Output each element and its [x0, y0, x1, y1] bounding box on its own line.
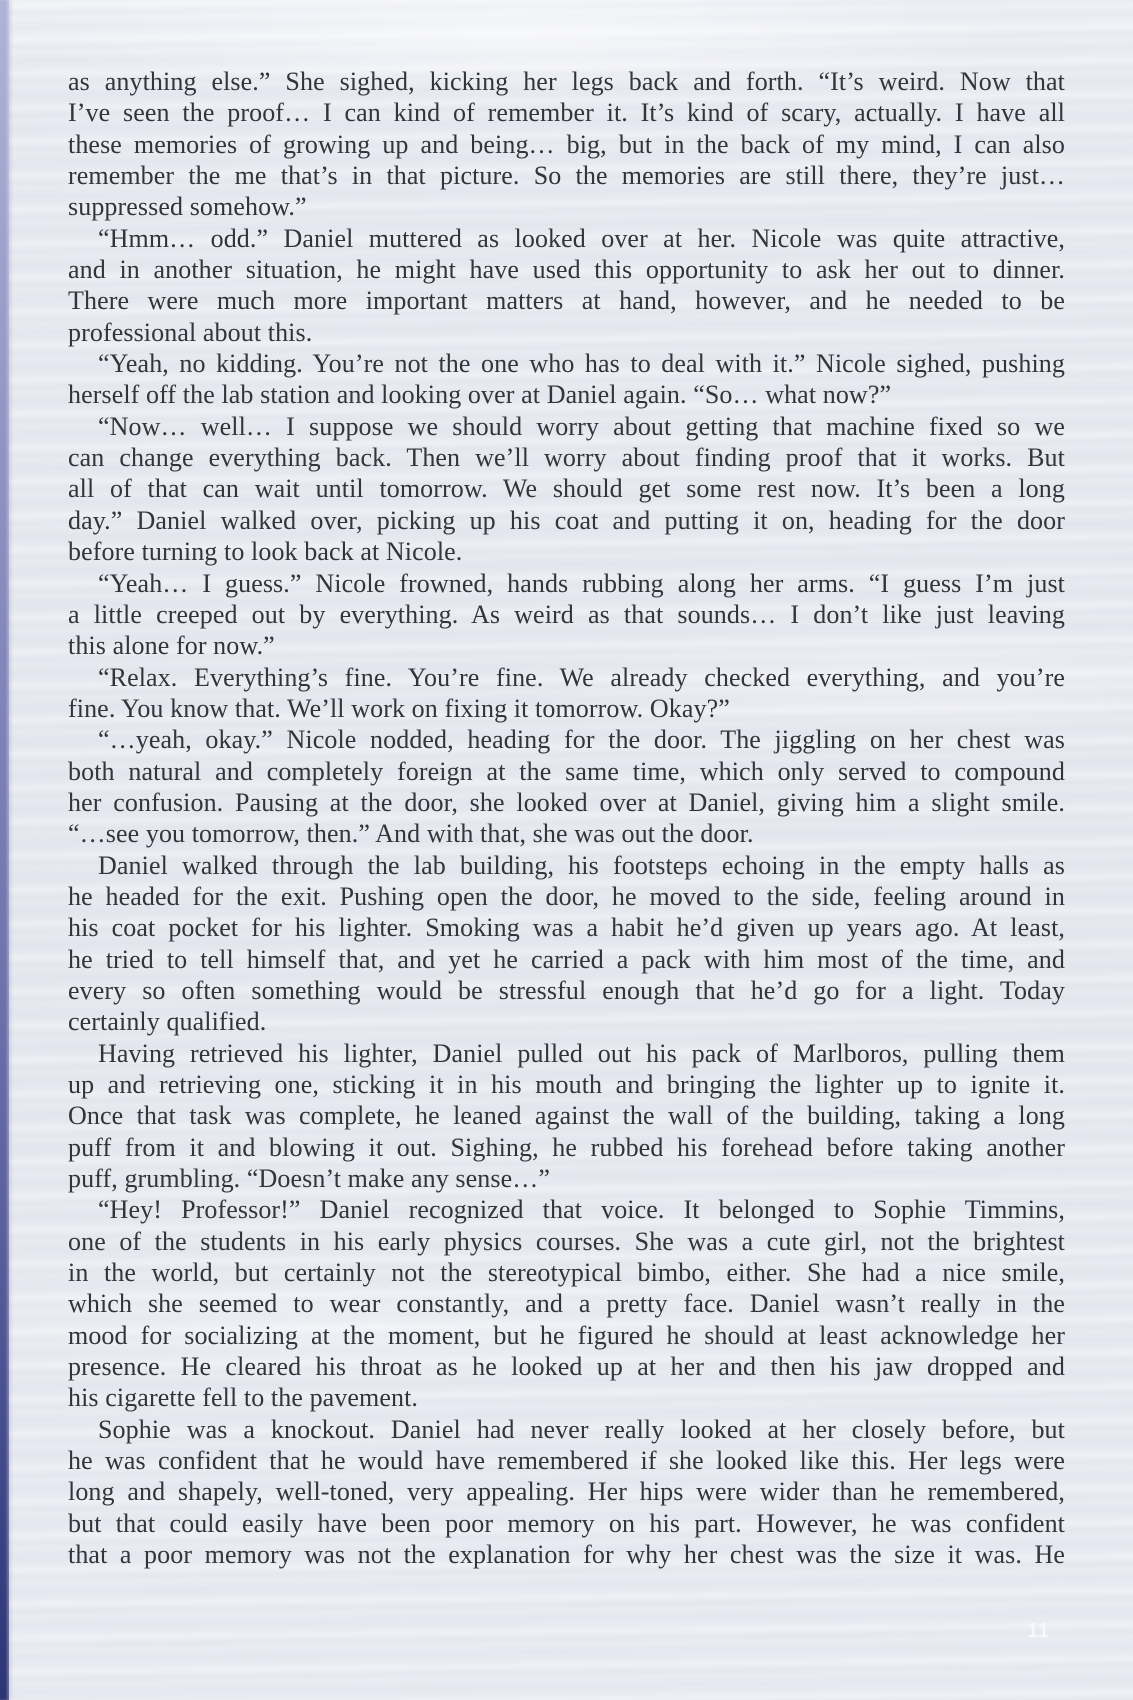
text-line: “Hey! Professor!” Daniel recognized that voice. It belonged to Sophie Timmins,	[98, 1195, 1065, 1225]
text-line: “Now… well… I suppose we should worry about getting that machine fixed so we	[98, 411, 1065, 441]
text-line: remember the me that’s in that picture. So the memories are still there, they’re just…	[68, 161, 1065, 191]
text-line: “…see you tomorrow, then.” And with that, she was out the door.	[68, 819, 754, 849]
text-line: professional about this.	[68, 317, 313, 347]
text-line: mood for socializing at the moment, but he figured he should at least acknowledge her	[68, 1320, 1065, 1350]
text-line: puff, grumbling. “Doesn’t make any sense…”	[68, 1164, 550, 1194]
text-line: Once that task was complete, he leaned against the wall of the building, taking a long	[68, 1101, 1065, 1131]
text-line: I’ve seen the proof… I can kind of remember it. It’s kind of scary, actually. I have all	[68, 98, 1065, 128]
text-line: herself off the lab station and looking over at Daniel again. “So… what now?”	[68, 380, 892, 410]
page-text	[68, 66, 1065, 1571]
text-line: a little creeped out by everything. As weird as that sounds… I don’t like just leaving	[68, 599, 1065, 629]
text-line: these memories of growing up and being… big, but in the back of my mind, I can also	[68, 129, 1065, 159]
text-line: up and retrieving one, sticking it in his mouth and bringing the lighter up to ignite it.	[68, 1070, 1065, 1099]
text-line: he was confident that he would have remembered if she looked like this. Her legs were	[68, 1446, 1065, 1476]
text-line: Daniel walked through the lab building, his footsteps echoing in the empty halls as	[98, 850, 1065, 880]
text-line: Sophie was a knockout. Daniel had never really looked at her closely before, but	[98, 1414, 1065, 1444]
binding-edge	[0, 0, 9, 1700]
text-line: before turning to look back at Nicole.	[68, 537, 463, 567]
text-line: “Hmm… odd.” Daniel muttered as looked over at her. Nicole was quite attractive,	[98, 223, 1065, 253]
text-line: certainly qualified.	[68, 1007, 267, 1037]
text-line: day.” Daniel walked over, picking up his coat and putting it on, heading for the door	[68, 505, 1065, 535]
text-line: Having retrieved his lighter, Daniel pulled out his pack of Marlboros, pulling them	[98, 1038, 1065, 1068]
text-line: suppressed somehow.”	[68, 192, 307, 222]
text-line: this alone for now.”	[68, 631, 275, 661]
text-line: his coat pocket for his lighter. Smoking was a habit he’d given up years ago. At least,	[68, 913, 1065, 943]
text-line: puff from it and blowing it out. Sighing, he rubbed his forehead before taking another	[68, 1132, 1065, 1162]
text-line: her confusion. Pausing at the door, she looked over at Daniel, giving him a slight smile.	[68, 787, 1065, 817]
text-line: both natural and completely foreign at the same time, which only served to compound	[68, 756, 1065, 786]
text-line: his cigarette fell to the pavement.	[68, 1383, 419, 1413]
text-line: “Relax. Everything’s fine. You’re fine. We already checked everything, and you’re	[98, 662, 1065, 692]
text-line: fine. You know that. We’ll work on fixing it tomorrow. Okay?”	[68, 693, 730, 723]
text-line: “Yeah, no kidding. You’re not the one who has to deal with it.” Nicole sighed, pushing	[98, 349, 1065, 379]
text-line: all of that can wait until tomorrow. We should get some rest now. It’s been a long	[68, 474, 1065, 504]
text-line: he headed for the exit. Pushing open the door, he moved to the side, feeling around in	[68, 881, 1065, 911]
text-line: in the world, but certainly not the stereotypical bimbo, either. She had a nice smile,	[68, 1258, 1065, 1288]
text-line: “Yeah… I guess.” Nicole frowned, hands rubbing along her arms. “I guess I’m just	[98, 568, 1065, 598]
text-line: There were much more important matters at hand, however, and he needed to be	[68, 286, 1065, 316]
text-line: he tried to tell himself that, and yet he carried a pack with him most of the time, and	[68, 944, 1065, 974]
text-line: which she seemed to wear constantly, and a pretty face. Daniel wasn’t really in the	[68, 1289, 1065, 1319]
text-line: that a poor memory was not the explanation for why her chest was the size it was. He	[68, 1540, 1065, 1570]
text-line: long and shapely, well-toned, very appealing. Her hips were wider than he remembered,	[68, 1477, 1065, 1507]
text-line: “…yeah, okay.” Nicole nodded, heading for the door. The jiggling on her chest was	[98, 725, 1065, 755]
text-line: and in another situation, he might have used this opportunity to ask her out to dinner.	[68, 255, 1065, 285]
text-line: one of the students in his early physics courses. She was a cute girl, not the brightest	[68, 1226, 1065, 1256]
text-line: but that could easily have been poor memory on his part. However, he was confident	[68, 1508, 1065, 1538]
text-line: as anything else.” She sighed, kicking her legs back and forth. “It’s weird. Now that	[68, 67, 1065, 96]
page-number: 11	[1027, 1620, 1050, 1642]
text-line: every so often something would be stressful enough that he’d go for a light. Today	[68, 975, 1065, 1005]
text-line: can change everything back. Then we’ll worry about finding proof that it works. But	[68, 443, 1065, 473]
text-line: presence. He cleared his throat as he looked up at her and then his jaw dropped and	[68, 1352, 1065, 1382]
